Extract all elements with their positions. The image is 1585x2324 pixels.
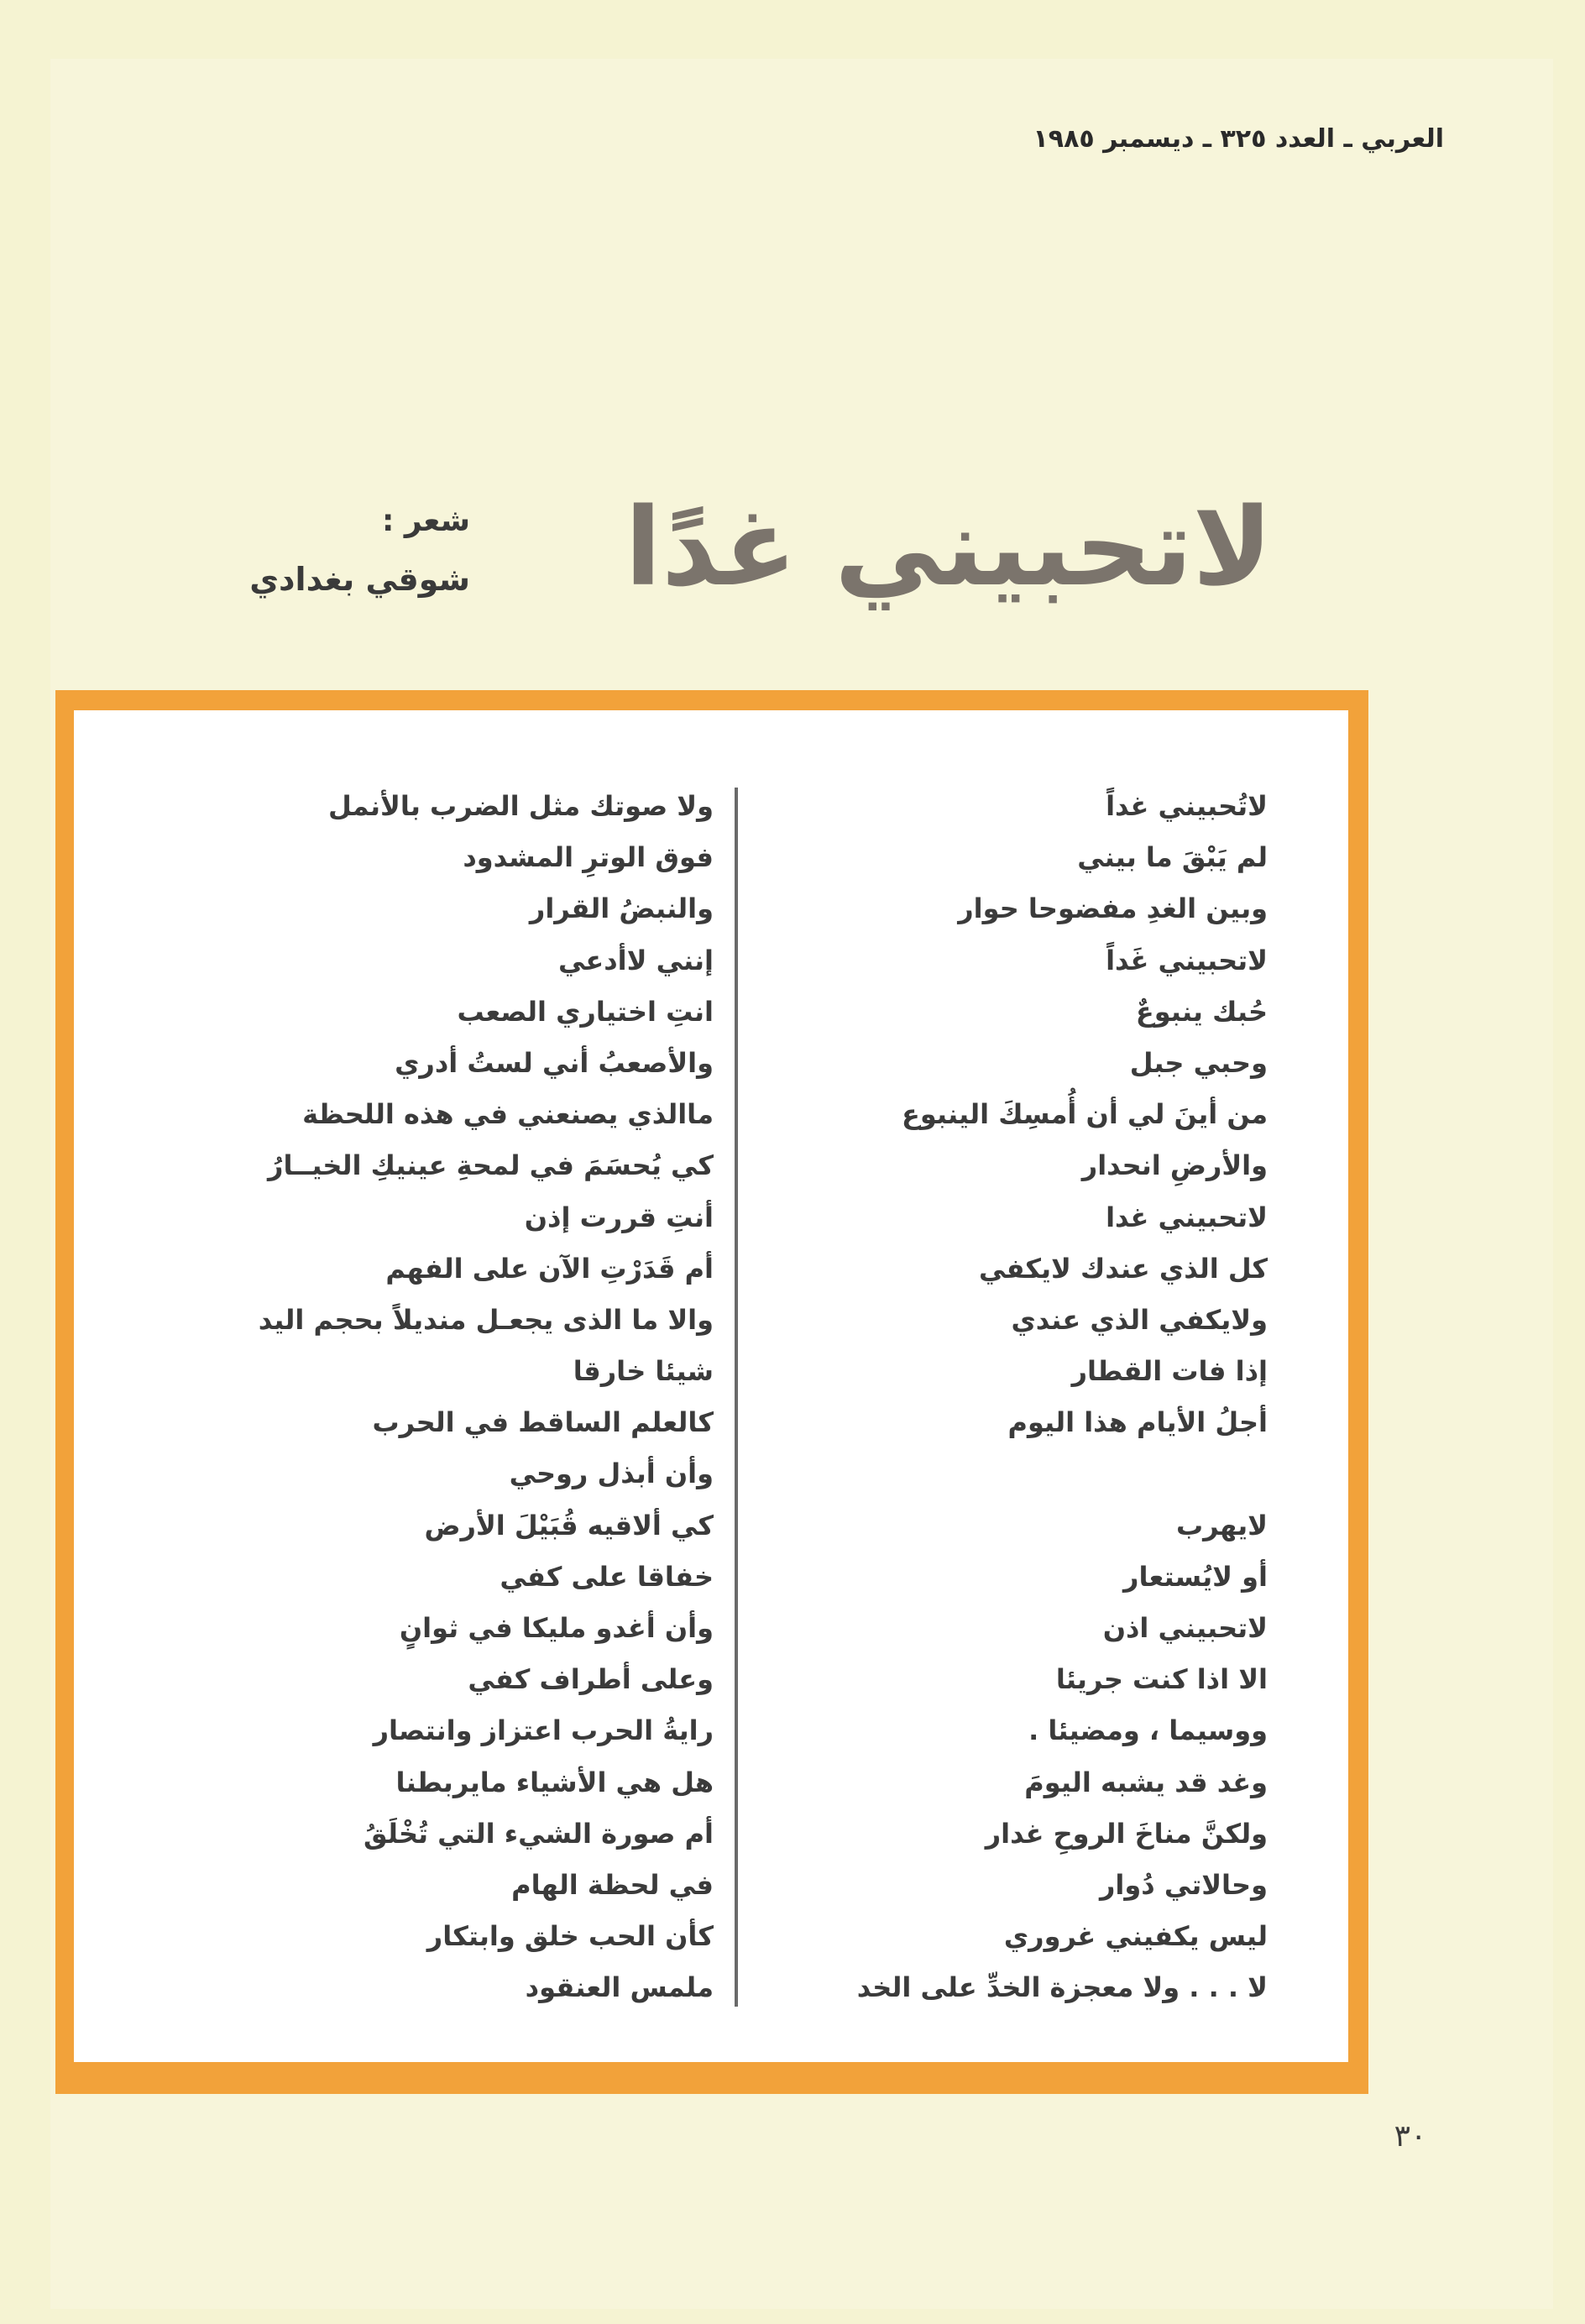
column-divider: [735, 788, 738, 2007]
poem-line: فوق الوترِ المشدود: [463, 841, 714, 874]
poem-line: وأن أبذل روحي: [509, 1458, 714, 1490]
poem-line: لاتحبيني اذن: [1102, 1612, 1268, 1644]
poem-line: أم صورة الشيء التي تُخْلَقُ: [364, 1817, 714, 1850]
poem-column-right: [856, 781, 1268, 2014]
poem-line: شيئا خارقا: [573, 1355, 714, 1388]
poem-line: لاتحبيني غدا: [1106, 1201, 1268, 1233]
poem-line: وبين الغدِ مفضوحا حوار: [958, 892, 1268, 925]
poem-line: وحالاتي دُوار: [1099, 1868, 1268, 1901]
poem-line: والأصعبُ أني لستُ أدري: [395, 1046, 714, 1079]
poem-line: وأن أغدو مليكا في ثوانٍ: [399, 1612, 714, 1644]
poem-line: والأرضِ انحدار: [1081, 1149, 1268, 1182]
poem-line: كل الذي عندك لايكفي: [979, 1252, 1268, 1285]
poem-line: حُبك ينبوعٌ: [1135, 995, 1268, 1028]
poem-line: والا ما الذى يجعـل منديلاً بحجم اليد: [258, 1303, 714, 1336]
poem-line: هل هي الأشياء مايربطنا: [395, 1766, 714, 1798]
poem-line: لم يَبْقَ ما بيني: [1077, 841, 1268, 874]
poem-line: لا . . . ولا معجزة الخدِّ على الخد: [856, 1971, 1268, 2004]
poem-column-left: [193, 781, 714, 2014]
poem-line: كي يُحسَمَ في لمحةِ عينيكِ الخيــارُ: [268, 1149, 714, 1182]
poem-line: لاتُحبيني غداً: [1106, 790, 1268, 822]
poem-line: ماالذي يصنعني في هذه اللحظة: [302, 1098, 714, 1131]
poem-line: ملمس العنقود: [525, 1971, 714, 2004]
poem-line: الا اذا كنت جريئا: [1055, 1663, 1268, 1696]
poem-line: وحبي جبل: [1129, 1046, 1268, 1079]
poem-line: وعلى أطراف كفي: [468, 1663, 714, 1696]
poem-line: وغد قد يشبه اليومَ: [1024, 1766, 1268, 1798]
poem-line: رايةُ الحرب اعتزاز وانتصار: [373, 1714, 714, 1747]
poem-line: أم قَدَرْتِ الآن على الفهم: [385, 1252, 714, 1285]
poem-line: ولا صوتك مثل الضرب بالأنمل: [328, 790, 714, 822]
poem-line: ووسيما ، ومضيئا .: [1028, 1714, 1268, 1747]
poem-title: لاتحبيني غدًا: [625, 485, 1273, 610]
poem-line: خفاقا على كفي: [500, 1560, 714, 1593]
poem-line: ولايكفي الذي عندي: [1011, 1303, 1268, 1336]
poem-line: أجلُ الأيام هذا اليوم: [1007, 1406, 1268, 1439]
poem-line: لاتحبيني غَداً: [1106, 944, 1268, 976]
poem-line: كي ألاقيه قُبَيْلَ الأرض: [424, 1509, 714, 1541]
poem-line: ولكنَّ مناخَ الروحِ غدار: [985, 1817, 1268, 1850]
poem-line: أو لايُستعار: [1123, 1560, 1268, 1593]
poem-line: من أينَ لي أن أُمسِكَ الينبوع: [902, 1098, 1268, 1131]
byline-label: شعر :: [381, 504, 470, 538]
poem-line: انتِ اختياري الصعب: [457, 995, 714, 1028]
poem-line: إنني لاأدعي: [557, 944, 714, 976]
poem-line: لايهرب: [1175, 1509, 1268, 1541]
poem-line: في لحظة الهام: [511, 1868, 714, 1901]
poem-line: كالعلم الساقط في الحرب: [372, 1406, 714, 1439]
poem-line: إذا فات القطار: [1071, 1355, 1268, 1388]
poem-line: أنتِ قررت إذن: [524, 1201, 714, 1233]
issue-header: العربي ـ العدد ٣٢٥ ـ ديسمبر ١٩٨٥: [1033, 124, 1444, 154]
poem-line: ليس يكفيني غروري: [1003, 1920, 1268, 1953]
poem-line: والنبضُ القرار: [529, 892, 714, 925]
poem-line: كأن الحب خلق وابتكار: [426, 1920, 714, 1953]
page-number: ٣٠: [1394, 2119, 1427, 2154]
poem-line: [856, 1448, 1268, 1500]
author-name: شوقي بغدادي: [249, 561, 470, 598]
